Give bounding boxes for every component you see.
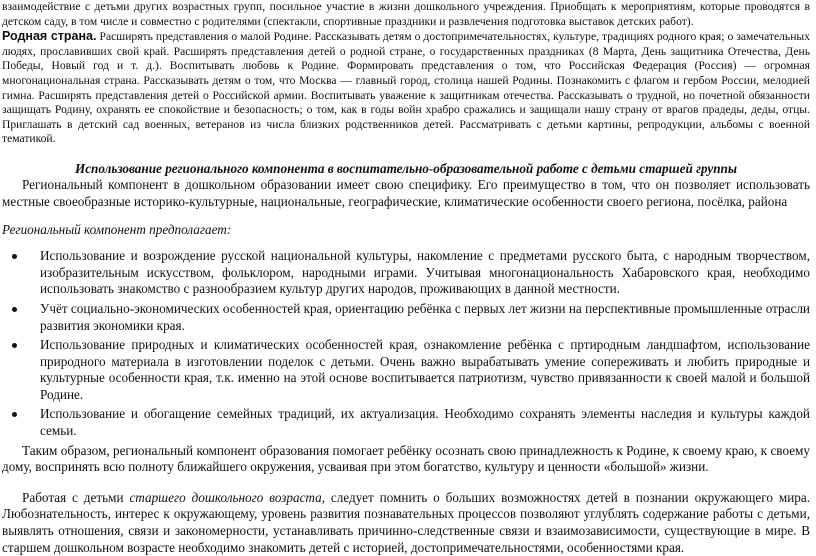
final-paragraph-emphasis: старшего дошкольного возраста, [129,489,326,505]
top-paragraph [2,0,810,147]
intro-paragraph: Региональный компонент в дошкольном образовании имеет свою специфику. Его преимущество в том, что он позволяет использовать местные своеобразные историко-культурные, национальные, географические, климатические особенности своего региона, посёлка, района [2,176,810,209]
top-paragraph-body: Расширять представления о малой Родине. Рассказывать детям о достопримечательностях, культуре, традициях родного края; о замечательных людях, прославивших свой край. Расширять представления детей о родной стране, о государственных праздниках (8 Марта, День защитника Отечества, День Победы, Новый год и т. д.). Воспитывать любовь к Родине. Формировать представления о том, что Российская Федерация (Россия) — огромная многонациональная страна. Рассказывать детям о том, что Москва — главный город, столица нашей Родины. Познакомить с флагом и гербом России, мелодией гимна. Расширять представления детей о Российской армии. Воспитывать уважение к защитникам отечества. Рассказывать о трудной, но почетной обязанности защищать Родину, охранять ее спокойствие и безопасность; о том, как в годы войн храбро сражались и защищали нашу страну от врагов прадеды, деды, отцы. Приглашать в детский сад военных, ветеранов из числа близких родственников детей. Рассматривать с детьми картины, репродукции, альбомы с военной тематикой. [2,30,810,146]
list-item: Использование и обогащение семейных традиций, их актуализация. Необходимо сохранять элементы наследия и культуры каждой семьи. [40,406,810,439]
bullet-icon [12,412,17,417]
top-paragraph-lead: взаимодействие с детьми других возрастных групп, посильное участие в жизни дошкольного учреждения. Приобщать к мероприятиям, которые проводятся в детском саду, в том числе и совместно с родителями (спектакли, спортивные праздники и развлечения подготовка выставок детских работ). [2,0,810,28]
bullet-icon [12,307,17,312]
conclusion-paragraph: Таким образом, региональный компонент образования помогает ребёнку осознать свою принадлежность к Родине, к своему краю, к своему дому, воспринять всю полноту ближайшего окружения, усваивая при этом богатство, культуру и ценности «большой» жизни. [2,442,810,475]
bullet-list [2,248,810,440]
paragraph-gap [2,476,810,490]
list-item: Учёт социально-экономических особенностей края, ориентацию ребёнка с первых лет жизни на перспективные промышленные отрасли развития экономики края. [40,301,810,334]
final-paragraph: Работая с детьми старшего дошкольного возраста, следует помнить о больших возможностях детей в познании окружающего мира. Любознательность, интерес к окружающему, уровень развития познавательных процессов позволяют углублять содержание работы с детьми, выявлять отношения, связи и закономерности, устанавливать причинно-следственные связи и взаимозависимости, существующие в мире. В старшем дошкольном возрасте необходимо знакомить детей с историей, достопримечательностями, особенностями края. [2,489,811,555]
bullet-icon [12,254,17,259]
list-item: Использование природных и климатических особенностей края, ознакомление ребёнка с пртиродным ландшафтом, использование природного материала в изготовлении поделок с детьми. Очень важно вырабатывать умение сопереживать и любить природные и культурные особенности края, т.к. именно на этой основе воспитывается патриотизм, чувство привязанности к своей малой и большой Родине. [40,337,810,403]
list-item: Использование и возрождение русской национальной культуры, накомление с предметами русского быта, с народным творчеством, изобразительным искусством, фольклором, народными играми. Учитывая многонациональность Хабаровского края, необходимо использовать знакомство с разнообразием культур других народов, проживающих в данной местности. [40,248,810,298]
section-heading: Использование регионального компонента в воспитательно-образовательной работе с детьми старшей группы [74,160,738,176]
assumes-label: Региональный компонент предполагает: [2,222,232,238]
section-title-native-country: Родная страна. [2,29,97,44]
bullet-icon [12,343,17,348]
